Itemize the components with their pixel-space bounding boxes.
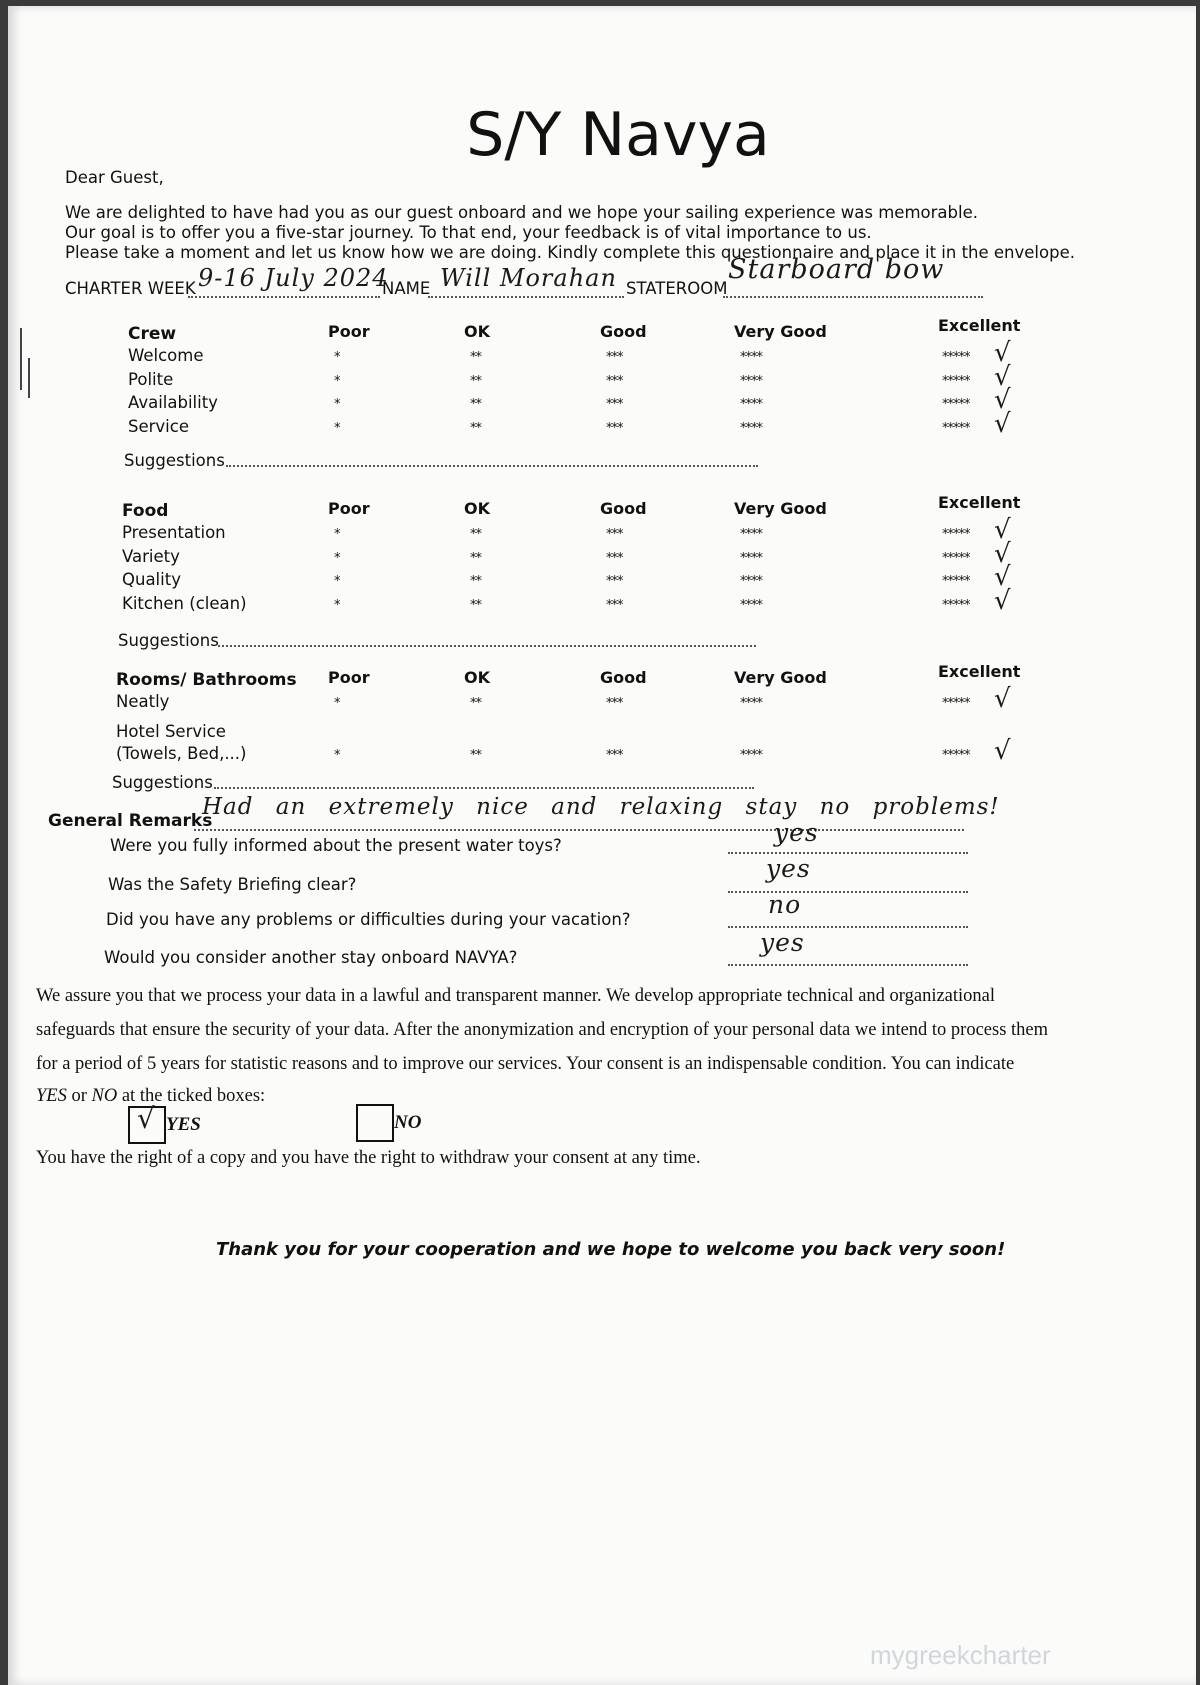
rating-option-stars[interactable]: **** — [740, 574, 762, 589]
rating-row-label: Quality — [122, 570, 181, 589]
answer-field[interactable] — [728, 891, 968, 893]
suggestions-label: Suggestions — [124, 451, 225, 470]
rating-option-stars[interactable]: ***** — [942, 373, 970, 389]
intro-line: Our goal is to offer you a five-star journey. To that end, your feedback is of vital importance to us. — [65, 223, 872, 242]
answer-value[interactable]: yes — [774, 818, 819, 847]
rating-column-header: Good — [600, 499, 647, 518]
binder-mark — [20, 328, 22, 390]
question-text: Was the Safety Briefing clear? — [108, 875, 357, 894]
rating-option-stars[interactable]: * — [334, 696, 340, 711]
rating-option-stars[interactable]: * — [334, 527, 340, 542]
rating-option-stars[interactable]: **** — [740, 397, 762, 412]
check-mark-icon: √ — [994, 408, 1011, 439]
rating-column-header: Poor — [328, 322, 370, 341]
consent-no-label: NO — [394, 1112, 422, 1133]
rating-option-stars[interactable]: **** — [740, 420, 762, 436]
answer-value[interactable]: yes — [766, 854, 811, 883]
suggestions-field[interactable] — [214, 787, 754, 789]
feedback-form-page — [8, 6, 1196, 1685]
check-mark-icon: √ — [994, 585, 1011, 616]
rating-option-stars[interactable]: **** — [740, 748, 762, 763]
suggestions-field[interactable] — [226, 465, 758, 467]
consent-rights-line: You have the right of a copy and you have the right to withdraw your consent at any time. — [36, 1148, 701, 1168]
rating-row-label: Service — [128, 416, 189, 436]
rating-option-stars[interactable]: ** — [470, 397, 481, 412]
rating-row-label: Hotel Service — [116, 722, 226, 741]
rating-option-stars[interactable]: ***** — [942, 527, 970, 542]
or-word: or — [71, 1086, 87, 1106]
consent-text-line: for a period of 5 years for statistic reasons and to improve our services. Your consent is an indispensable condition. You can indicate — [36, 1054, 1015, 1074]
rating-option-stars[interactable]: ** — [470, 350, 481, 365]
consent-no-checkbox[interactable] — [356, 1104, 394, 1142]
intro-line: We are delighted to have had you as our guest onboard and we hope your sailing experience was memorable. — [65, 203, 978, 222]
rating-row-label: Presentation — [122, 523, 226, 542]
check-mark-icon: √ — [994, 562, 1011, 592]
rating-option-stars[interactable]: * — [334, 597, 340, 613]
rating-column-header: Excellent — [938, 493, 1021, 512]
rating-option-stars[interactable]: ***** — [942, 696, 970, 711]
rating-column-header: Poor — [328, 499, 370, 518]
rating-option-stars[interactable]: * — [334, 350, 340, 365]
rating-option-stars[interactable]: ** — [470, 527, 481, 542]
rating-column-header: Very Good — [734, 499, 827, 518]
indicate-rest: at the ticked boxes: — [121, 1086, 266, 1106]
rating-option-stars[interactable]: **** — [740, 597, 762, 613]
rating-row-label: Availability — [128, 393, 218, 412]
section-label: Rooms/ Bathrooms — [116, 670, 297, 690]
check-mark-icon: √ — [994, 385, 1011, 415]
rating-column-header: OK — [464, 499, 490, 518]
yes-word: YES — [36, 1086, 67, 1106]
rating-option-stars[interactable]: ** — [470, 696, 481, 711]
suggestions-field[interactable] — [218, 645, 756, 647]
rating-option-stars[interactable]: * — [334, 420, 340, 436]
rating-option-stars[interactable]: ***** — [942, 550, 970, 566]
rating-option-stars[interactable]: ** — [470, 420, 481, 436]
check-mark-icon: √ — [994, 736, 1011, 766]
consent-yes-label: YES — [166, 1114, 201, 1135]
rating-option-stars[interactable]: **** — [740, 350, 762, 365]
rating-column-header: Very Good — [734, 322, 827, 341]
question-text: Were you fully informed about the present water toys? — [110, 836, 562, 855]
rating-option-stars[interactable]: *** — [606, 550, 623, 566]
watermark-logo: mygreekcharter — [870, 1640, 1051, 1670]
rating-option-stars[interactable]: ***** — [942, 597, 970, 613]
rating-row-label: Welcome — [128, 346, 204, 365]
rating-option-stars[interactable]: * — [334, 550, 340, 566]
rating-option-stars[interactable]: ***** — [942, 420, 970, 436]
rating-row-label-line2: (Towels, Bed,...) — [116, 744, 247, 763]
rating-option-stars[interactable]: ** — [470, 748, 481, 763]
rating-option-stars[interactable]: ***** — [942, 350, 970, 365]
form-title: S/Y Navya — [466, 100, 770, 170]
rating-option-stars[interactable]: **** — [740, 696, 762, 711]
rating-column-header: Very Good — [734, 668, 827, 687]
answer-field[interactable] — [728, 964, 968, 966]
answer-value[interactable]: yes — [760, 928, 805, 957]
rating-option-stars[interactable]: * — [334, 397, 340, 412]
rating-option-stars[interactable]: ** — [470, 597, 481, 613]
check-mark-icon: √ — [994, 361, 1011, 392]
rating-option-stars[interactable]: * — [334, 574, 340, 589]
section-label: Crew — [128, 324, 177, 344]
rating-option-stars[interactable]: *** — [606, 696, 623, 711]
question-text: Would you consider another stay onboard NAVYA? — [104, 948, 518, 967]
rating-option-stars[interactable]: * — [334, 373, 340, 389]
rating-option-stars[interactable]: **** — [740, 373, 762, 389]
consent-text-line: We assure you that we process your data in a lawful and transparent manner. We develop appropriate technical and organizational — [36, 986, 996, 1006]
rating-option-stars[interactable]: *** — [606, 350, 623, 365]
rating-option-stars[interactable]: ** — [470, 373, 481, 389]
intro-line: Please take a moment and let us know how we are doing. Kindly complete this questionnaire and place it in the envelope. — [65, 243, 1075, 262]
name-value[interactable]: Will Morahan — [440, 264, 617, 292]
binder-mark — [28, 358, 30, 398]
name-label: NAME — [382, 279, 431, 298]
rating-row-label: Variety — [122, 546, 180, 566]
rating-option-stars[interactable]: **** — [740, 527, 762, 542]
rating-option-stars[interactable]: ***** — [942, 574, 970, 589]
rating-option-stars[interactable]: * — [334, 748, 340, 763]
rating-option-stars[interactable]: ** — [470, 550, 481, 566]
answer-field[interactable] — [728, 852, 968, 854]
rating-option-stars[interactable]: *** — [606, 597, 623, 613]
rating-column-header: Excellent — [938, 316, 1021, 335]
rating-column-header: Poor — [328, 668, 370, 687]
general-remarks-value[interactable]: Had an extremely nice and relaxing stay no problems! — [202, 794, 1000, 820]
rating-option-stars[interactable]: *** — [606, 574, 623, 589]
check-mark-icon: √ — [994, 515, 1011, 545]
suggestions-label: Suggestions — [112, 773, 213, 792]
rating-column-header: OK — [464, 668, 490, 687]
check-mark-icon: √ — [994, 538, 1011, 569]
closing-line: Thank you for your cooperation and we hope to welcome you back very soon! — [216, 1239, 1006, 1260]
rating-option-stars[interactable]: ***** — [942, 748, 970, 763]
question-text: Did you have any problems or difficulties during your vacation? — [106, 910, 631, 929]
rating-option-stars[interactable]: *** — [606, 397, 623, 412]
rating-option-stars[interactable]: *** — [606, 420, 623, 436]
greeting: Dear Guest, — [65, 168, 164, 187]
charter-week-value[interactable]: 9-16 July 2024 — [198, 264, 389, 292]
check-mark-icon: √ — [994, 338, 1011, 368]
rating-option-stars[interactable]: *** — [606, 748, 623, 763]
answer-value[interactable]: no — [768, 890, 802, 919]
no-word: NO — [91, 1086, 118, 1106]
charter-week-label: CHARTER WEEK — [65, 279, 196, 298]
rating-option-stars[interactable]: **** — [740, 550, 762, 566]
section-label: Food — [122, 501, 169, 521]
stateroom-value[interactable]: Starboard bow — [728, 254, 945, 285]
rating-column-header: Excellent — [938, 662, 1021, 681]
check-mark-icon: √ — [137, 1102, 155, 1135]
rating-column-header: Good — [600, 668, 647, 687]
stateroom-label: STATEROOM — [626, 279, 728, 298]
suggestions-label: Suggestions — [118, 631, 219, 650]
check-mark-icon: √ — [994, 684, 1011, 714]
rating-option-stars[interactable]: ***** — [942, 397, 970, 412]
general-remarks-label: General Remarks — [48, 811, 213, 831]
rating-column-header: Good — [600, 322, 647, 341]
consent-text-line: safeguards that ensure the security of your data. After the anonymization and encryption of your personal data we intend to process them — [36, 1020, 1049, 1040]
rating-row-label: Polite — [128, 369, 174, 389]
consent-yes-checkbox[interactable] — [128, 1102, 166, 1144]
rating-column-header: OK — [464, 322, 490, 341]
rating-option-stars[interactable]: *** — [606, 373, 623, 389]
rating-option-stars[interactable]: ** — [470, 574, 481, 589]
rating-option-stars[interactable]: *** — [606, 527, 623, 542]
rating-row-label: Kitchen (clean) — [122, 593, 247, 613]
rating-row-label: Neatly — [116, 692, 170, 711]
